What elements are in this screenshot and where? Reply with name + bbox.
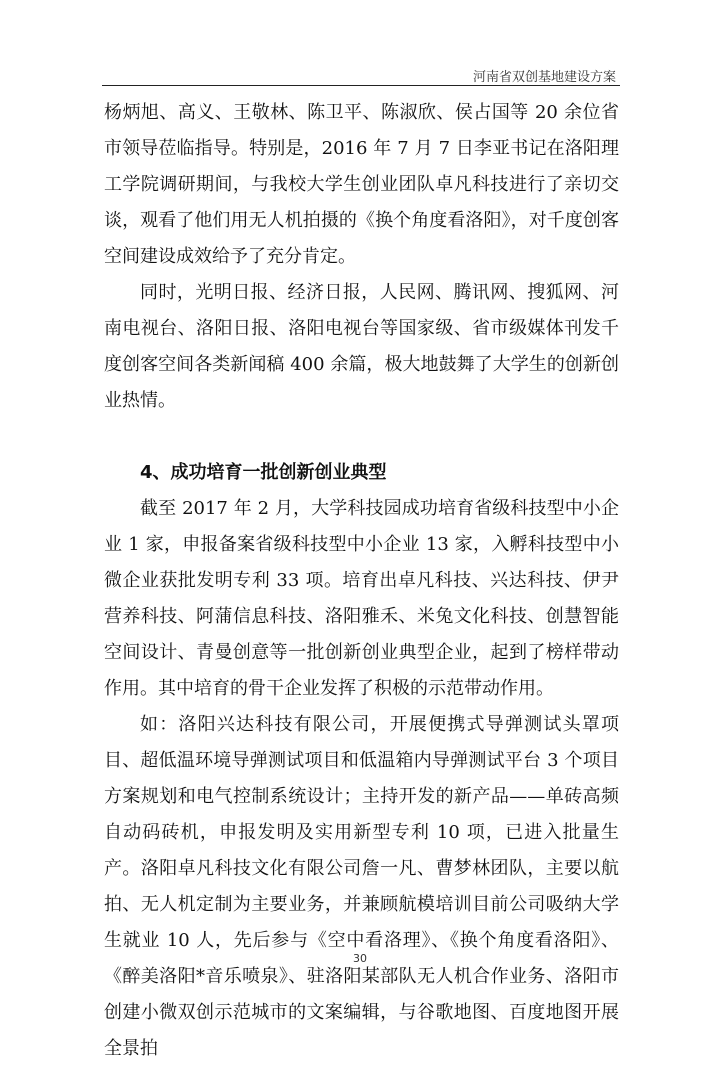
body-paragraph-media: 同时，光明日报、经济日报，人民网、腾讯网、搜狐网、河南电视台、洛阳日报、洛阳电视台等国家级、省市级媒体刊发千度创客空间各类新闻稿 400 余篇，极大地鼓舞了大学生的创新创业热情。 <box>104 282 619 411</box>
body-paragraph-examples: 如：洛阳兴达科技有限公司，开展便携式导弹测试头罩项目、超低温环境导弹测试项目和低温箱内导弹测试平台 3 个项目方案规划和电气控制系统设计；主持开发的新产品——单砖高频自动码砖机，申报发明及实用新型专利 10 项，已进入批量生产。洛阳卓凡科技文化有限公司詹一凡、曹梦林团队，主要以航拍、无人机定制为主要业务，并兼顾航模培训目前公司吸纳大学生就业 10 人，先后参与《空中看洛理》、《换个角度看洛阳》、《醉美洛阳*音乐喷泉》、驻洛阳某部队无人机合作业务、洛阳市创建小微双创示范城市的文案编辑，与谷歌地图、百度地图开展全景拍 <box>104 714 619 1059</box>
header-rule <box>102 85 620 86</box>
page-number: 30 <box>353 952 367 965</box>
body-paragraph-continued: 杨炳旭、高义、王敬林、陈卫平、陈淑欣、侯占国等 20 余位省市领导莅临指导。特别是，2016 年 7 月 7 日李亚书记在洛阳理工学院调研期间，与我校大学生创业团队卓凡科技进行了亲切交谈，观看了他们用无人机拍摄的《换个角度看洛阳》，对千度创客空间建设成效给予了充分肯定。 <box>104 102 619 267</box>
page-body <box>104 95 619 1067</box>
section-heading: 4、成功培育一批创新创业典型 <box>140 462 387 483</box>
body-paragraph-achievements: 截至 2017 年 2 月，大学科技园成功培育省级科技型中小企业 1 家，申报备案省级科技型中小企业 13 家，入孵科技型中小微企业获批发明专利 33 项。培育出卓凡科技、兴达科技、伊尹营养科技、阿蒲信息科技、洛阳雅禾、米兔文化科技、创慧智能空间设计、青曼创意等一批创新创业典型企业，起到了榜样带动作用。其中培育的骨干企业发挥了积极的示范带动作用。 <box>104 498 619 699</box>
running-header: 河南省双创基地建设方案 <box>472 70 616 85</box>
